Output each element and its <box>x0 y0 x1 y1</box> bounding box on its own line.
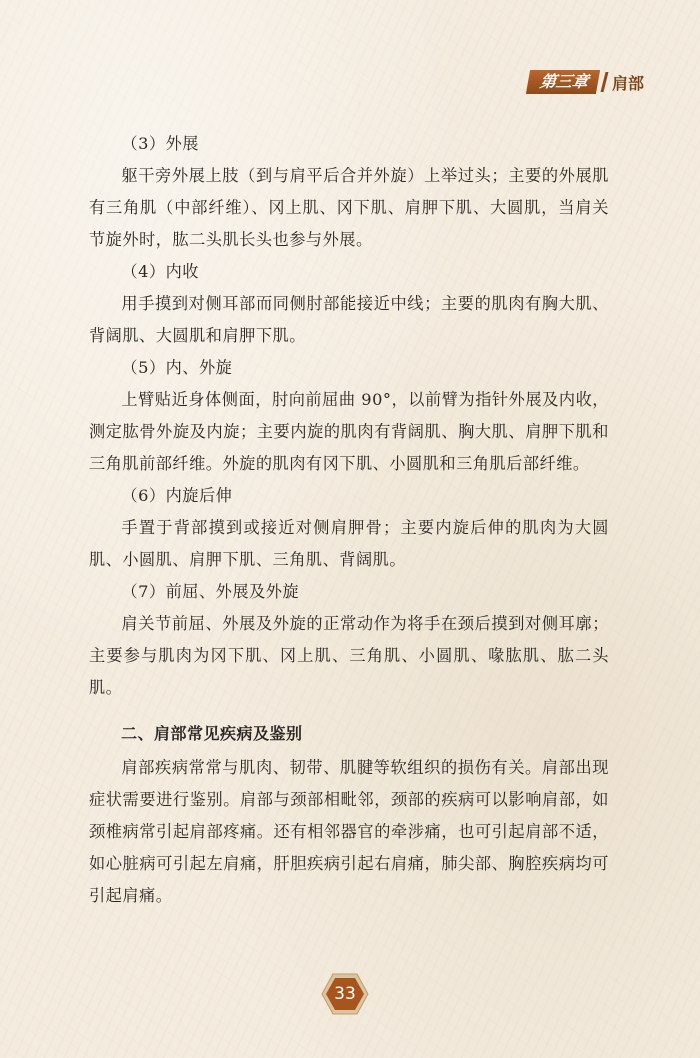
chapter-header <box>528 70 644 94</box>
page-body <box>89 128 609 912</box>
subheading-adduction: （4）内收 <box>121 262 199 281</box>
subheading-rotation: （5）内、外旋 <box>121 358 233 377</box>
subheading-flexion-combo: （7）前屈、外展及外旋 <box>121 582 300 601</box>
paragraph-flexion-combo: 肩关节前屈、外展及外旋的正常动作为将手在颈后摸到对侧耳廓；主要参与肌肉为冈下肌、冈上肌、三角肌、小圆肌、喙肱肌、肱二头肌。 <box>89 614 609 697</box>
page-number-badge <box>321 973 369 1015</box>
paragraph-abduction: 躯干旁外展上肢（到与肩平后合并外旋）上举过头；主要的外展肌有三角肌（中部纤维）、冈上肌、冈下肌、肩胛下肌、大圆肌，当肩关节旋外时，肱二头肌长头也参与外展。 <box>89 166 609 249</box>
paragraph-adduction: 用手摸到对侧耳部而同侧肘部能接近中线；主要的肌肉有胸大肌、背阔肌、大圆肌和肩胛下肌。 <box>89 294 609 345</box>
header-divider <box>600 72 608 92</box>
section-heading: 二、肩部常见疾病及鉴别 <box>121 724 303 743</box>
page-number: 33 <box>334 984 356 1004</box>
paragraph-internal-rotation-extension: 手置于背部摸到或接近对侧肩胛骨；主要内旋后伸的肌肉为大圆肌、小圆肌、肩胛下肌、三角肌、背阔肌。 <box>89 518 609 569</box>
chapter-label: 第三章 <box>526 70 600 94</box>
paragraph-rotation: 上臂贴近身体侧面，肘向前屈曲 90°，以前臂为指针外展及内收，测定肱骨外旋及内旋；主要内旋的肌肉有背阔肌、胸大肌、肩胛下肌和三角肌前部纤维。外旋的肌肉有冈下肌、小圆肌和三角肌后部纤维。 <box>89 390 609 473</box>
section-label: 肩部 <box>611 73 644 93</box>
paragraph-section-two: 肩部疾病常常与肌肉、韧带、肌腱等软组织的损伤有关。肩部出现症状需要进行鉴别。肩部与颈部相毗邻，颈部的疾病可以影响肩部，如颈椎病常引起肩部疼痛。还有相邻器官的牵涉痛，也可引起肩部不适，如心脏病可引起左肩痛，肝胆疾病引起右肩痛，肺尖部、胸腔疾病均可引起肩痛。 <box>89 758 609 905</box>
subheading-abduction: （3）外展 <box>121 134 199 153</box>
subheading-internal-rotation-extension: （6）内旋后伸 <box>121 486 233 505</box>
